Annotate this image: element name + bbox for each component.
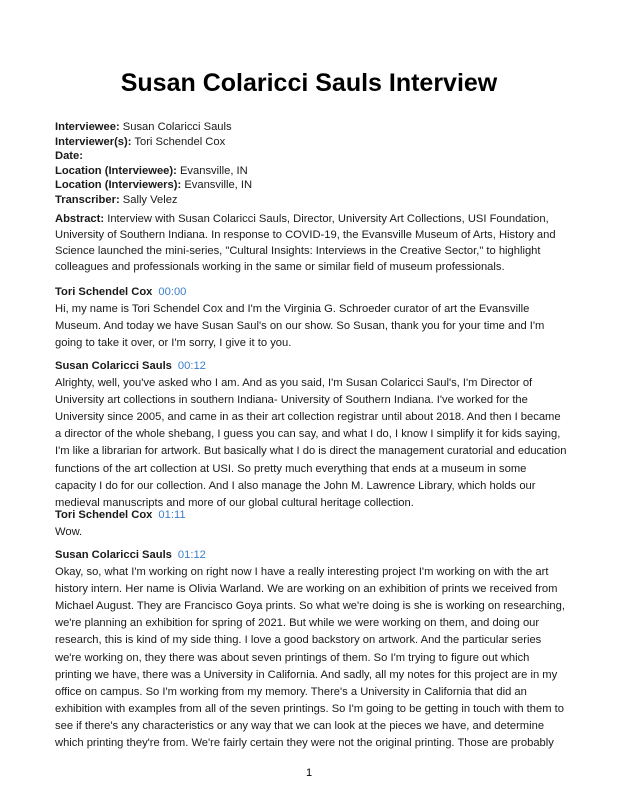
utterance-line: we're working on, they there was about seven printings of them. So I'm trying to figure out which — [55, 651, 530, 664]
utterance-line: Hi, my name is Tori Schendel Cox and I'm the Virginia G. Schroeder curator of art the Evansville — [55, 303, 530, 316]
interview-metadata — [55, 120, 565, 207]
utterance-line: research, this is kind of my side thing. I love a good backstory on artwork. And the particular series — [55, 634, 542, 647]
transcript-segment — [55, 358, 573, 512]
abstract-line — [55, 211, 569, 227]
timestamp-link[interactable]: 00:00 — [158, 286, 187, 298]
utterance-line: capacity I do for our collection. And I also manage the John M. Lawrence Library, which holds our — [55, 479, 536, 492]
meta-transcriber — [55, 193, 565, 208]
meta-value: Tori Schendel Cox — [134, 135, 226, 148]
utterance-line: Wow. — [55, 526, 83, 539]
utterance-line: Okay, so, what I'm working on right now I have a really interesting project I'm working on with the art — [55, 566, 549, 579]
meta-date — [55, 149, 565, 164]
page-title: Susan Colaricci Sauls Interview — [120, 69, 498, 97]
abstract-label: Abstract: — [55, 213, 105, 225]
utterance-line: University art collections in southern Indiana- University of Southern Indiana. I've worked for the — [55, 394, 528, 407]
utterance-line: going to take it over, or I'm sorry, I give it to you. — [55, 337, 292, 350]
meta-value: Susan Colaricci Sauls — [122, 121, 232, 133]
transcript-segment — [55, 507, 573, 541]
utterance-line: see if there's any characteristics or any way that we can look at the pieces we have, and determine — [55, 719, 545, 732]
meta-value: Sally Velez — [122, 193, 178, 206]
speaker-name — [55, 547, 573, 564]
meta-label: Location (Interviewee): — [55, 164, 177, 177]
abstract-line: University of Southern Indiana. In response to COVID-19, the Evansville Museum of Arts, History and — [55, 229, 556, 241]
page-number: 1 — [305, 767, 313, 779]
utterance-line: exhibition with examples from all of the seven printings. So I'm going to be getting in touch with them to — [55, 702, 564, 715]
meta-label: Location (Interviewers): — [55, 179, 182, 191]
meta-interviewer — [55, 135, 565, 150]
speaker-label: Susan Colaricci Sauls — [55, 549, 172, 561]
utterance-line: office on campus. So I'm working from my memory. There's a University in California that did an — [55, 685, 527, 698]
utterance-line: we're planning an exhibition for spring of 2021. But while we were working on them, and doing our — [55, 617, 540, 630]
abstract-line: Science launched the mini-series, "Cultural Insights: Interviews in the Creative Sector," to highlight — [55, 245, 541, 257]
speaker-label: Tori Schendel Cox — [55, 509, 153, 521]
meta-label: Interviewee: — [55, 121, 120, 133]
utterance-line: functions of the art collection at USI. So pretty much everything that ends at a museum in some — [55, 462, 527, 475]
speaker-name — [55, 284, 573, 301]
utterance-line: Michael August. They are Francisco Goya prints. So what we're doing is she is working on researching, — [55, 600, 565, 613]
utterance-line: medieval manuscripts and more of our global cultural heritage collection. — [55, 496, 414, 509]
meta-value: Evansville, IN — [179, 164, 248, 177]
utterance-line: history intern. Her name is Olivia Warland. We are working on an exhibition of prints we received from — [55, 583, 558, 596]
utterance-line: I'm like a librarian for artwork. But basically what I do is direct the management curatorial and education — [55, 445, 567, 458]
meta-label: Date: — [55, 150, 83, 162]
abstract — [55, 211, 569, 275]
meta-label: Transcriber: — [55, 193, 120, 206]
speaker-name — [55, 358, 573, 375]
meta-value: Evansville, IN — [184, 179, 253, 191]
abstract-text: Interview with Susan Colaricci Sauls, Director, University Art Collections, USI Foundation, — [107, 213, 549, 225]
timestamp-link[interactable]: 01:11 — [158, 509, 186, 521]
meta-interviewee — [55, 120, 565, 135]
utterance-line: a director of the whole shebang, I guess you can say, and what I do, I know I simplify it for kids saying, — [55, 428, 561, 441]
utterance-line: which printing they're from. We're fairly certain they were not the original printing. Those are probably — [55, 737, 554, 750]
meta-label: Interviewer(s): — [55, 135, 132, 148]
meta-location-interviewee — [55, 164, 565, 179]
transcript-segment — [55, 284, 573, 352]
utterance-line: Museum. And today we have Susan Saul's on our show. So Susan, thank you for your time and I'm — [55, 320, 545, 333]
transcript-segment — [55, 547, 573, 752]
utterance-line: University since 2005, and came in as their art collection registrar until about 2018. And then I became — [55, 411, 561, 424]
timestamp-link[interactable]: 00:12 — [177, 360, 206, 372]
utterance-line: printing we have, there was a University in California. And sadly, all my notes for this project are in my — [55, 668, 558, 681]
speaker-name — [55, 507, 573, 524]
meta-location-interviewers — [55, 178, 565, 193]
speaker-label: Susan Colaricci Sauls — [55, 360, 172, 372]
utterance-line: Alrighty, well, you've asked who I am. And as you said, I'm Susan Colaricci Saul's, I'm Director of — [55, 377, 533, 390]
speaker-label: Tori Schendel Cox — [55, 286, 153, 298]
timestamp-link[interactable]: 01:12 — [177, 549, 206, 561]
abstract-line: colleagues and professionals working in the same or similar field of museum professionals. — [55, 261, 505, 273]
